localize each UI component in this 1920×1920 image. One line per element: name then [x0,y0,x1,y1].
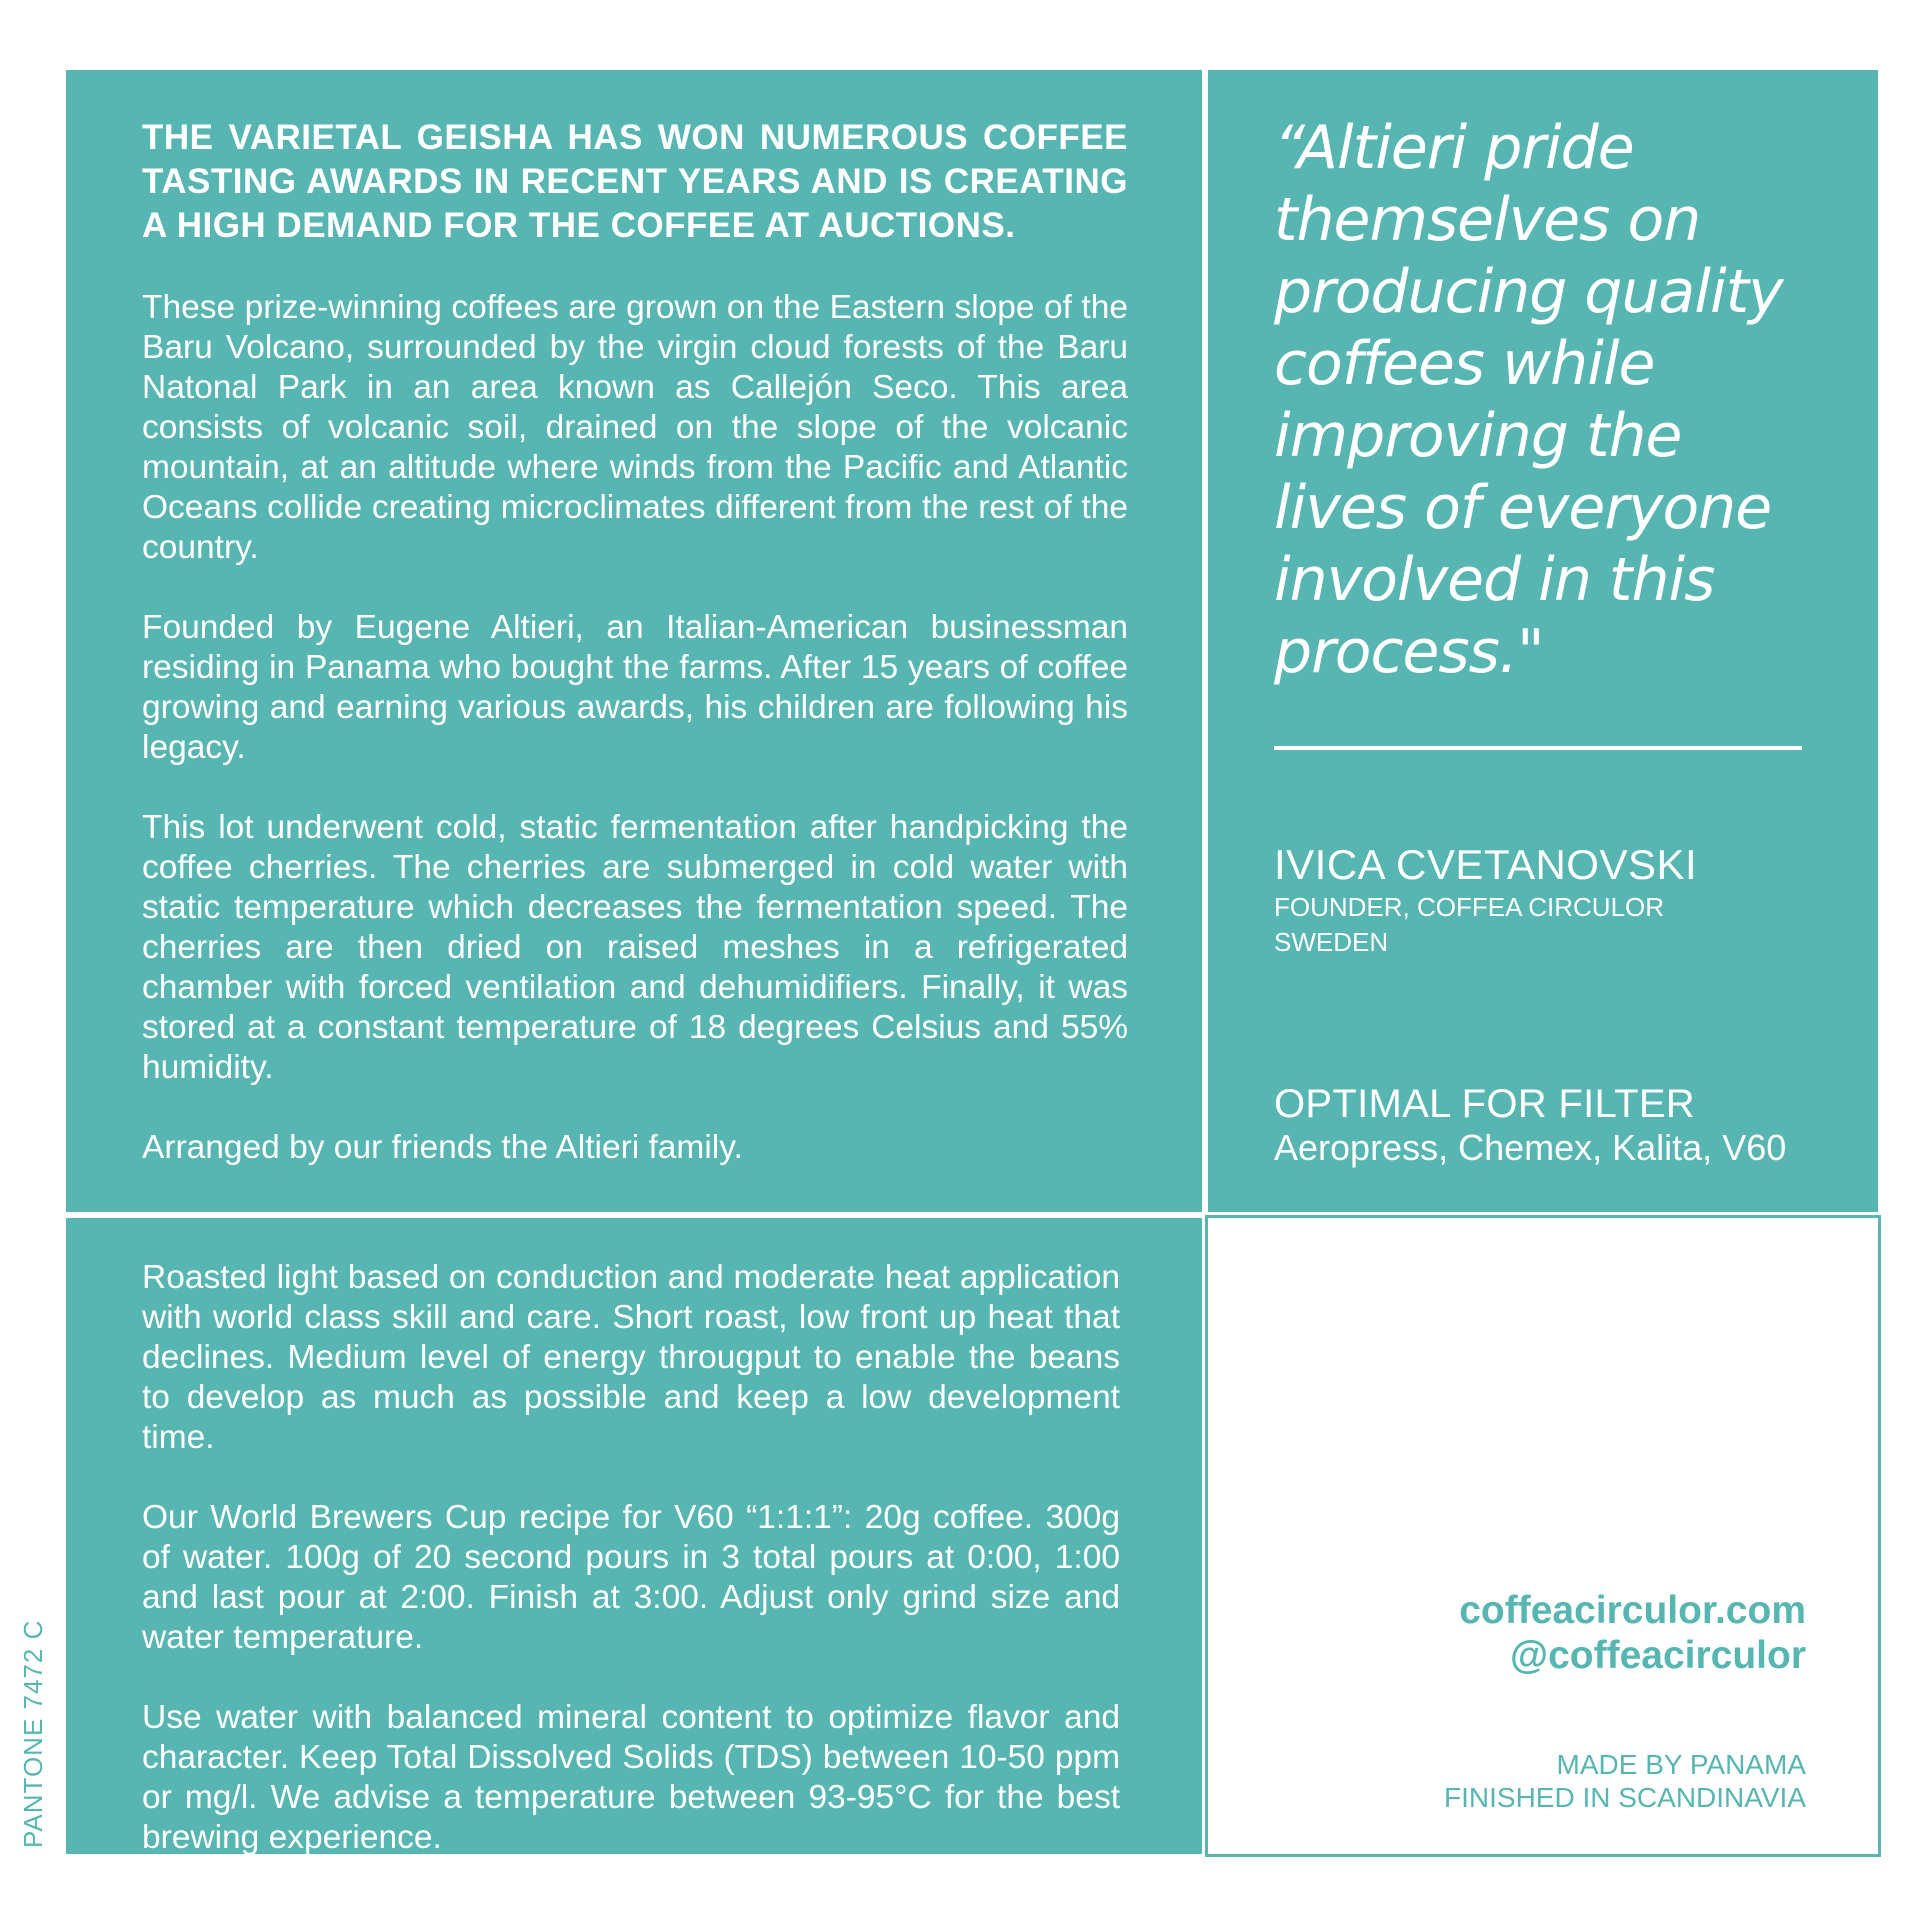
pull-quote: “Altieri pride themselves on producing quality coffees while improving the lives of everyone involved in this process." [1274,113,1783,687]
story-panel [66,70,1202,1212]
brewing-panel [66,1218,1202,1854]
author-name: IVICA CVETANOVSKI [1274,841,1698,888]
optimal-brewing [1274,1082,1834,1170]
origin-block [1444,1748,1806,1814]
contact-block [1459,1588,1806,1678]
author-role: FOUNDER, COFFEA CIRCULOR [1274,892,1665,922]
optimal-title: OPTIMAL FOR FILTER [1274,1082,1695,1126]
headline: THE VARIETAL GEISHA HAS WON NUMEROUS COFFEE TASTING AWARDS IN RECENT YEARS AND IS CREATING A HIGH DEMAND FOR THE COFFEE AT AUCTIONS. [142,118,1128,245]
paragraph-roast: Roasted light based on conduction and moderate heat application with world class skill and care. Short roast, low front up heat that declines. Medium level of energy througput to enable the beans to develop as much as possible and keep a low development time. [142,1259,1120,1456]
website-link[interactable]: coffeacirculor.com [1459,1589,1806,1632]
paragraph-arranged: Arranged by our friends the Altieri family. [142,1129,743,1166]
quote-author [1274,842,1814,958]
quote-panel [1208,70,1878,1212]
paragraph-water: Use water with balanced mineral content to optimize flavor and character. Keep Total Dissolved Solids (TDS) between 10-50 ppm or mg/l. We advise a temperature between 93-95°C for the best brewing experience. [142,1699,1120,1856]
paragraph-origin: These prize-winning coffees are grown on the Eastern slope of the Baru Volcano, surrounded by the virgin cloud forests of the Baru Natonal Park in an area known as Callejón Seco. This area consists of volcanic soil, drained on the slope of the volcanic mountain, at an altitude where winds from the Pacific and Atlantic Oceans collide creating microclimates different from the rest of the country. [142,289,1128,566]
quote-divider [1274,746,1802,750]
contact-panel [1205,1215,1881,1857]
origin-made: MADE BY PANAMA [1556,1749,1806,1780]
social-handle[interactable]: @coffeacirculor [1510,1634,1806,1677]
paragraph-fermentation: This lot underwent cold, static fermentation after handpicking the coffee cherries. The cherries are submerged in cold water with static temperature which decreases the fermentation speed. The cherries are then dried on raised meshes in a refrigerated chamber with forced ventilation and dehumidifiers. Finally, it was stored at a constant temperature of 18 degrees Celsius and 55% humidity. [142,809,1128,1086]
paragraph-recipe: Our World Brewers Cup recipe for V60 “1:1:1”: 20g coffee. 300g of water. 100g of 20 second pours in 3 total pours at 0:00, 1:00 and last pour at 2:00. Finish at 3:00. Adjust only grind size and water temperature. [142,1499,1120,1656]
author-country: SWEDEN [1274,927,1389,957]
pantone-label: PANTONE 7472 C [18,1619,48,1848]
optimal-methods: Aeropress, Chemex, Kalita, V60 [1274,1127,1787,1168]
origin-finished: FINISHED IN SCANDINAVIA [1444,1782,1806,1813]
paragraph-founder: Founded by Eugene Altieri, an Italian-American businessman residing in Panama who bought the farms. After 15 years of coffee growing and earning various awards, his children are following his legacy. [142,609,1128,766]
